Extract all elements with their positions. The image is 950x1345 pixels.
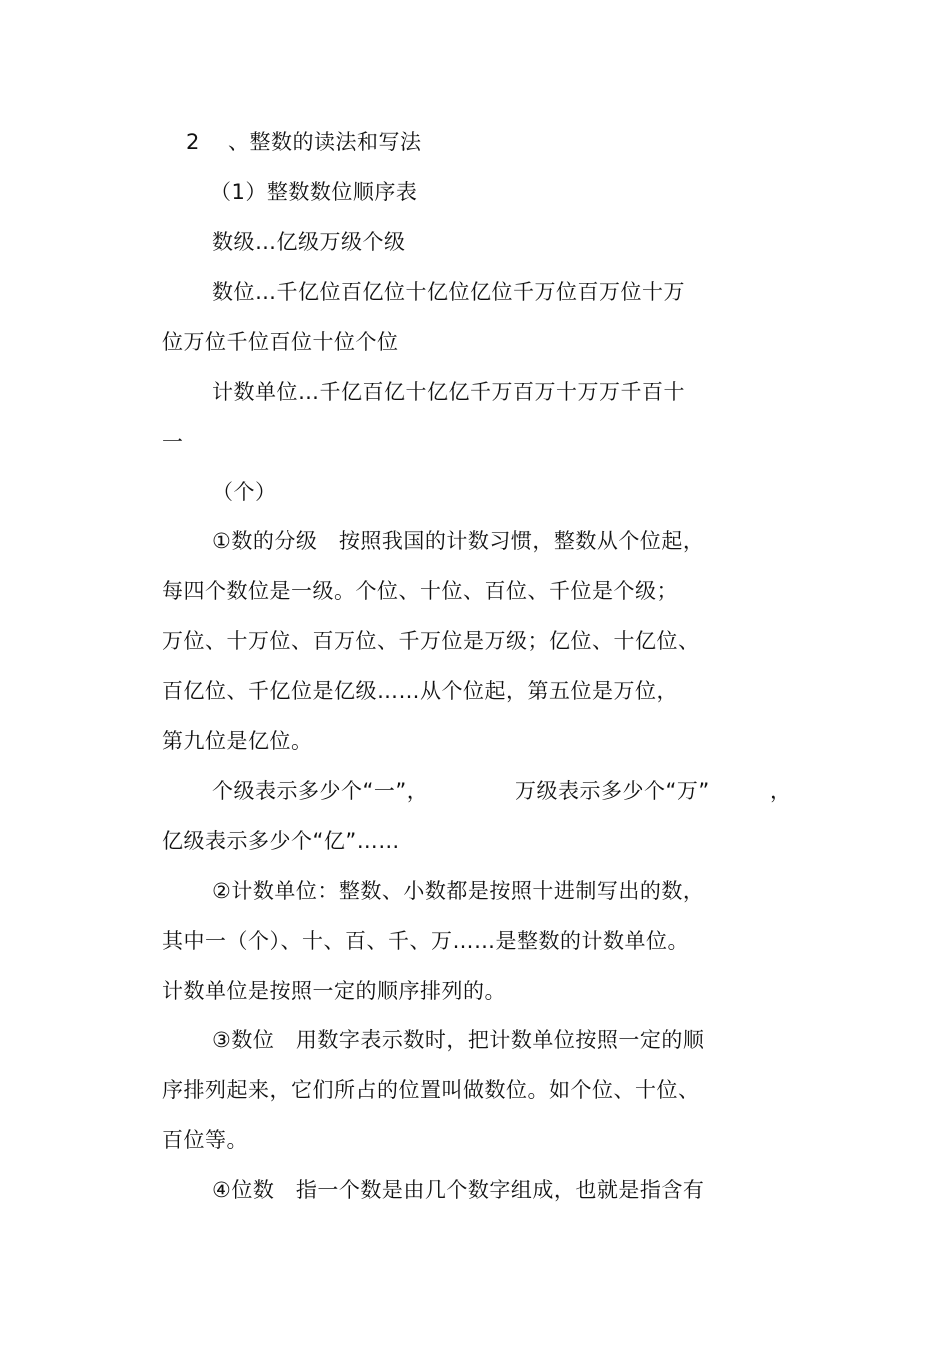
line-shuwei-cont: 位万位千位百位十位个位 [162,330,399,354]
para1-line3: 万位、十万位、百万位、千万位是万级；亿位、十亿位、 [162,629,700,653]
line-jishu-ge: （个） [212,480,277,504]
para1-line5: 第九位是亿位。 [162,729,313,753]
para2-line1-a: 个级表示多少个“一”， [212,779,429,803]
para1-line1: ①数的分级 按照我国的计数习惯，整数从个位起， [212,529,705,553]
section-number: 2 [186,130,200,154]
subsection-title: （1）整数数位顺序表 [210,180,418,204]
para5-line1: ④位数 指一个数是由几个数字组成，也就是指含有 [212,1178,705,1202]
para4-line1: ③数位 用数字表示数时，把计数单位按照一定的顺 [212,1028,705,1052]
para2-line1-b: 万级表示多少个“万” [515,779,710,803]
para4-line2: 序排列起来，它们所占的位置叫做数位。如个位、十位、 [162,1078,700,1102]
line-jishu-cont: 一 [162,430,184,454]
line-shuji: 数级…亿级万级个级 [212,230,406,254]
para1-line4: 百亿位、千亿位是亿级……从个位起，第五位是万位， [162,679,678,703]
line-shuwei: 数位…千亿位百亿位十亿位亿位千万位百万位十万 [212,280,685,304]
para2-line1-c: ， [770,779,792,803]
para1-line2: 每四个数位是一级。个位、十位、百位、千位是个级； [162,579,678,603]
para2-line2: 亿级表示多少个“亿”…… [162,829,400,853]
line-jishu: 计数单位…千亿百亿十亿亿千万百万十万万千百十 [212,380,685,404]
para4-line3: 百位等。 [162,1128,248,1152]
section-title: 、整数的读法和写法 [228,130,422,154]
para3-line1: ②计数单位：整数、小数都是按照十进制写出的数， [212,879,705,903]
para3-line3: 计数单位是按照一定的顺序排列的。 [162,979,506,1003]
para3-line2: 其中一（个）、十、百、千、万……是整数的计数单位。 [162,929,689,953]
